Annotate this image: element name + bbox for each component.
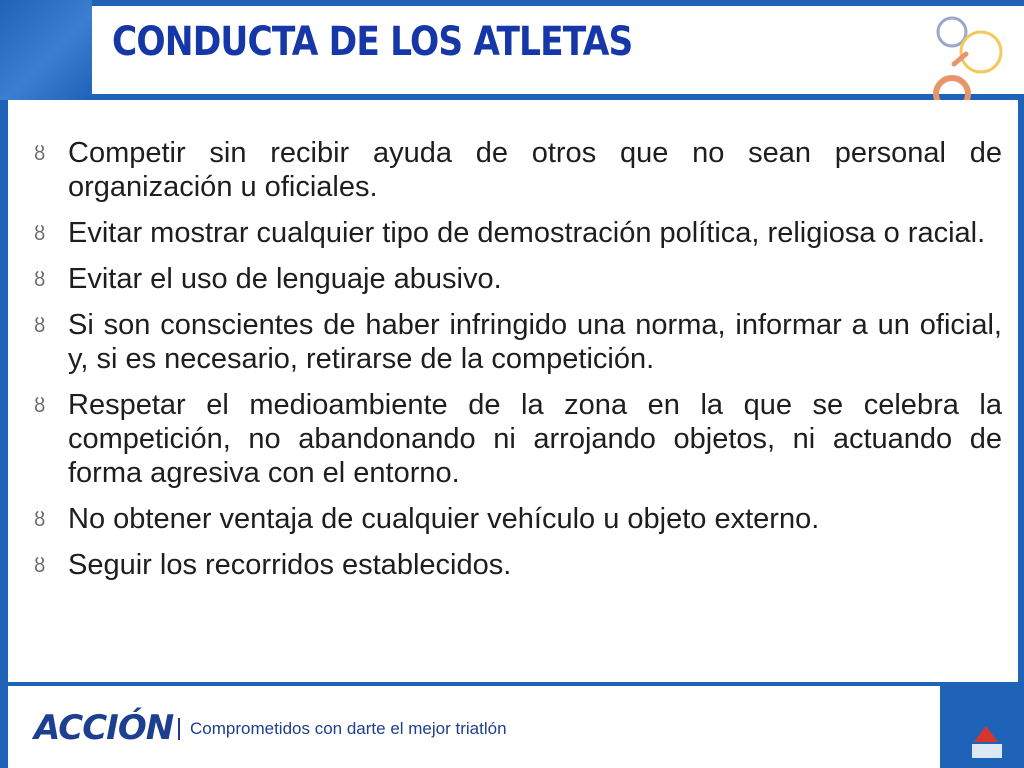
list-item — [34, 548, 1002, 582]
footer-tagline: Comprometidos con darte el mejor triatlón — [190, 719, 507, 738]
bullet-text: Competir sin recibir ayuda de otros que no sean personal de organización u oficiales. — [68, 137, 1002, 203]
slide-title: CONDUCTA DE LOS ATLETAS — [112, 19, 633, 65]
footer — [8, 686, 940, 768]
bullet-text: Respetar el medioambiente de la zona en la que se celebra la competición, no abandonando ni arrojando objetos, ni actuando de forma agresiva con el entorno. — [68, 389, 1002, 489]
left-decorative-stripe — [0, 0, 92, 100]
bullet-list — [34, 136, 1002, 594]
list-item — [34, 136, 1002, 204]
bullet-icon: ȣ — [34, 509, 46, 531]
corner-badge-icon — [948, 686, 1024, 768]
bullet-icon: ȣ — [34, 143, 46, 165]
bullet-text: No obtener ventaja de cualquier vehículo u objeto externo. — [68, 503, 820, 535]
bullet-icon: ȣ — [34, 315, 46, 337]
bullet-icon: ȣ — [34, 269, 46, 291]
footer-separator — [178, 718, 180, 740]
bullet-text: Si son conscientes de haber infringido una norma, informar a un oficial, y, si es necesario, retirarse de la competición. — [68, 309, 1002, 375]
bullet-text: Evitar el uso de lenguaje abusivo. — [68, 263, 502, 295]
list-item — [34, 502, 1002, 536]
bullet-text: Seguir los recorridos establecidos. — [68, 549, 512, 581]
bullet-icon: ȣ — [34, 223, 46, 245]
list-item — [34, 308, 1002, 376]
bullet-icon: ȣ — [34, 555, 46, 577]
accion-logo: ACCIÓN — [34, 708, 174, 748]
list-item — [34, 388, 1002, 490]
content-panel — [8, 100, 1018, 682]
bullet-text: Evitar mostrar cualquier tipo de demostración política, religiosa o racial. — [68, 217, 986, 249]
list-item — [34, 262, 1002, 296]
bullet-icon: ȣ — [34, 395, 46, 417]
list-item — [34, 216, 1002, 250]
